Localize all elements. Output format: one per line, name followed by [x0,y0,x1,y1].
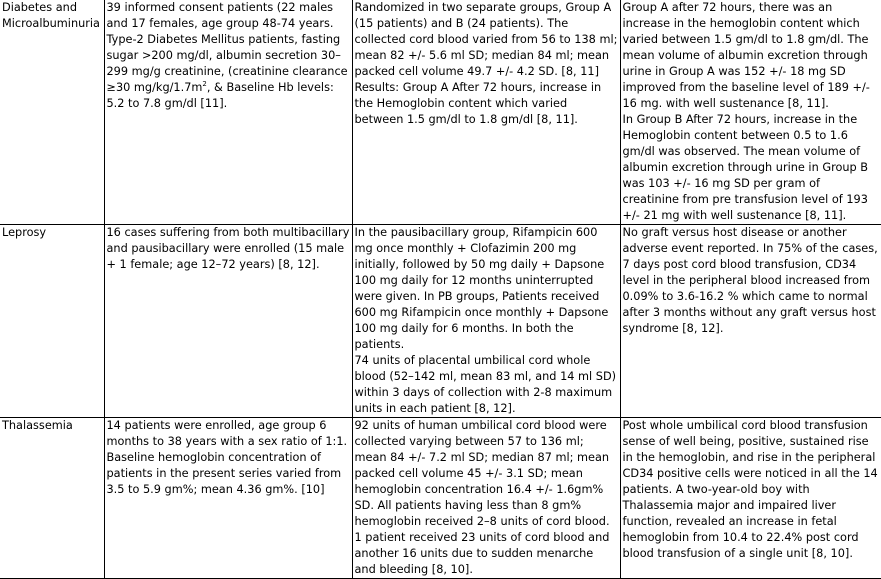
outcome-cell: No graft versus host disease or another adverse event reported. In 75% of the cases, 7 days post cord blood transfusion, CD34 level in the peripheral blood increased from 0.09% to 3.6-16.2 % which came to normal after 3 months without any graft versus host syndrome [8, 12]. [620,225,881,418]
patients-text-cont: , & Baseline Hb levels: 5.2 to 7.8 gm/dl [11]. [106,81,334,110]
outcome-cell: Group A after 72 hours, there was an increase in the hemoglobin content which varied between 1.5 gm/dl to 1.8 gm/dl. The mean volume of albumin excretion through urine in Group A was 152 +/- 18 mg SD improved from the baseline level of 189 +/- 16 mg. with well sustenance [8, 11]. In Group B After 72 hours, increase in the Hemoglobin content between 0.5 to 1.6 gm/dl was observed. The mean volume of albumin excretion through urine in Group B was 103 +/- 16 mg SD per gram of creatinine from pre transfusion level of 193 +/- 21 mg with well sustenance [8, 11]. [620,0,881,225]
table-row [0,0,881,225]
intervention-cell: Randomized in two separate groups, Group A (15 patients) and B (24 patients). The collected cord blood varied from 56 to 138 ml; mean 82 +/- 5.6 ml SD; median 84 ml; mean packed cell volume 49.7 +/- 4.2 SD. [8, 11] Results: Group A After 72 hours, increase in the Hemoglobin content which varied between 1.5 gm/dl to 1.8 gm/dl [8, 11]. [352,0,620,225]
table-row [0,418,881,579]
patients-cell: 14 patients were enrolled, age group 6 months to 38 years with a sex ratio of 1:1. Baseline hemoglobin concentration of patients in the present series varied from 3.5 to 5.9 gm%; mean 4.36 gm%. [10] [104,418,352,579]
intervention-cell: 92 units of human umbilical cord blood were collected varying between 57 to 136 ml; mean 84 +/- 7.2 ml SD; median 87 ml; mean packed cell volume 45 +/- 3.1 SD; mean hemoglobin concentration 16.4 +/- 1.6gm% SD. All patients having less than 8 gm% hemoglobin received 2–8 units of cord blood. 1 patient received 23 units of cord blood and another 16 units due to sudden menarche and bleeding [8, 10]. [352,418,620,579]
patients-cell: 16 cases suffering from both multibacillary and pausibacillary were enrolled (15 male + 1 female; age 12–72 years) [8, 12]. [104,225,352,418]
outcome-cell: Post whole umbilical cord blood transfusion sense of well being, positive, sustained rise in the hemoglobin, and rise in the peripheral CD34 positive cells were noticed in all the 14 patients. A two-year-old boy with Thalassemia major and impaired liver function, revealed an increase in fetal hemoglobin from 10.4 to 22.4% post cord blood transfusion of a single unit [8, 10]. [620,418,881,579]
intervention-cell: In the pausibacillary group, Rifampicin 600 mg once monthly + Clofazimin 200 mg initially, followed by 50 mg daily + Dapsone 100 mg daily for 12 months uninterrupted were given. In PB groups, Patients received 600 mg Rifampicin once monthly + Dapsone 100 mg daily for 6 months. In both the patients. 74 units of placental umbilical cord whole blood (52–142 ml, mean 83 ml, and 14 ml SD) within 3 days of collection with 2-8 maximum units in each patient [8, 12]. [352,225,620,418]
superscript: 2 [202,80,207,89]
condition-cell: Thalassemia [0,418,104,579]
patients-cell [104,0,352,225]
patients-text: 39 informed consent patients (22 males and 17 females, age group 48-74 years. Type-2 Diabetes Mellitus patients, fasting sugar >200 mg/dl, albumin secretion 30–299 mg/g creatinine, (creatinine clearance ≥30 mg/kg/1.7m [106,1,348,94]
condition-cell: Leprosy [0,225,104,418]
table-row [0,225,881,418]
condition-cell: Diabetes and Microalbuminuria [0,0,104,225]
